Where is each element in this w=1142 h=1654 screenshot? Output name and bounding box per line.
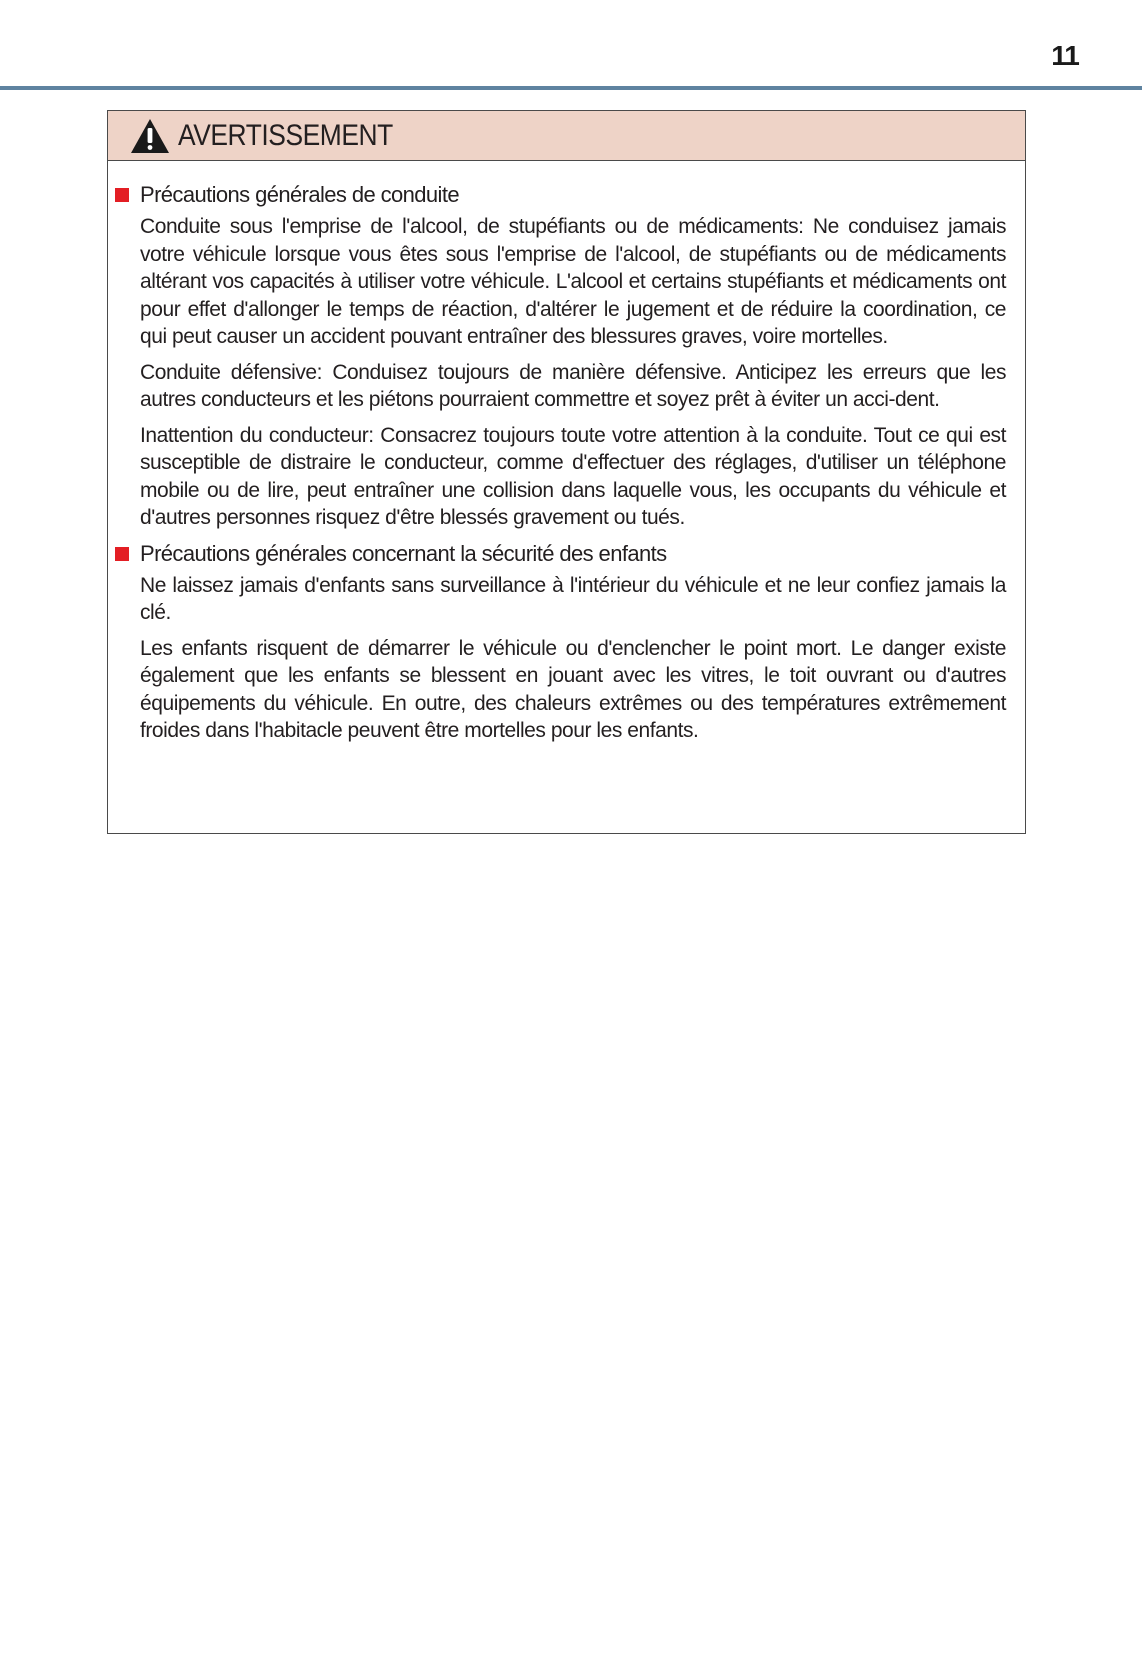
section-child-safety (140, 540, 1006, 745)
warning-box (107, 110, 1026, 834)
section-heading (140, 540, 1006, 568)
red-square-bullet-icon (115, 188, 129, 202)
section-heading (140, 181, 1006, 209)
header-rule (0, 86, 1142, 90)
warning-triangle-icon (130, 118, 170, 154)
warning-title: AVERTISSEMENT (178, 118, 393, 152)
paragraph-driver-inattention: Inattention du conducteur: Consacrez toujours toute votre attention à la conduite. Tout ce qui est susceptible de distraire le conducteur, comme d'effectuer des réglages, d'utiliser un téléphone mobile ou de lire, peut entraîner une collision dans laquelle vous, les occupants du véhicule et d'autres personnes risquez d'être blessés gravement ou tués. (140, 423, 1006, 529)
paragraph-child-risks: Les enfants risquent de démarrer le véhicule ou d'enclencher le point mort. Le danger existe également que les enfants se blessent en jouant avec les vitres, le toit ouvrant ou d'autres équipements du véhicule. En outre, des chaleurs extrêmes ou des températures extrêmement froides dans l'habitacle peuvent être mortelles pour les enfants. (140, 636, 1006, 742)
warning-body (108, 161, 1025, 745)
paragraph-defensive-driving: Conduite défensive: Conduisez toujours de manière défensive. Anticipez les erreurs que les autres conducteurs et les piétons pourraient commettre et soyez prêt à éviter un acci-dent. (140, 360, 1006, 411)
page-number: 11 (1051, 40, 1079, 71)
section-heading-text: Précautions générales de conduite (140, 182, 459, 207)
warning-header (108, 111, 1025, 161)
red-square-bullet-icon (115, 547, 129, 561)
paragraph-alcohol: Conduite sous l'emprise de l'alcool, de stupéfiants ou de médicaments: Ne conduisez jamais votre véhicule lorsque vous êtes sous l'emprise de l'alcool, de stupéfiants ou de médicaments altérant vos capacités à utiliser votre véhicule. L'alcool et certains stupéfiants et médicaments ont pour effet d'allonger le temps de réaction, d'altérer le jugement et de réduire la coordination, ce qui peut causer un accident pouvant entraîner des blessures graves, voire mortelles. (140, 215, 1006, 348)
paragraph-unattended-children: Ne laissez jamais d'enfants sans surveillance à l'intérieur du véhicule et ne leur confiez jamais la clé. (140, 573, 1006, 624)
section-driving-precautions (140, 181, 1006, 532)
section-heading-text: Précautions générales concernant la sécurité des enfants (140, 540, 667, 566)
